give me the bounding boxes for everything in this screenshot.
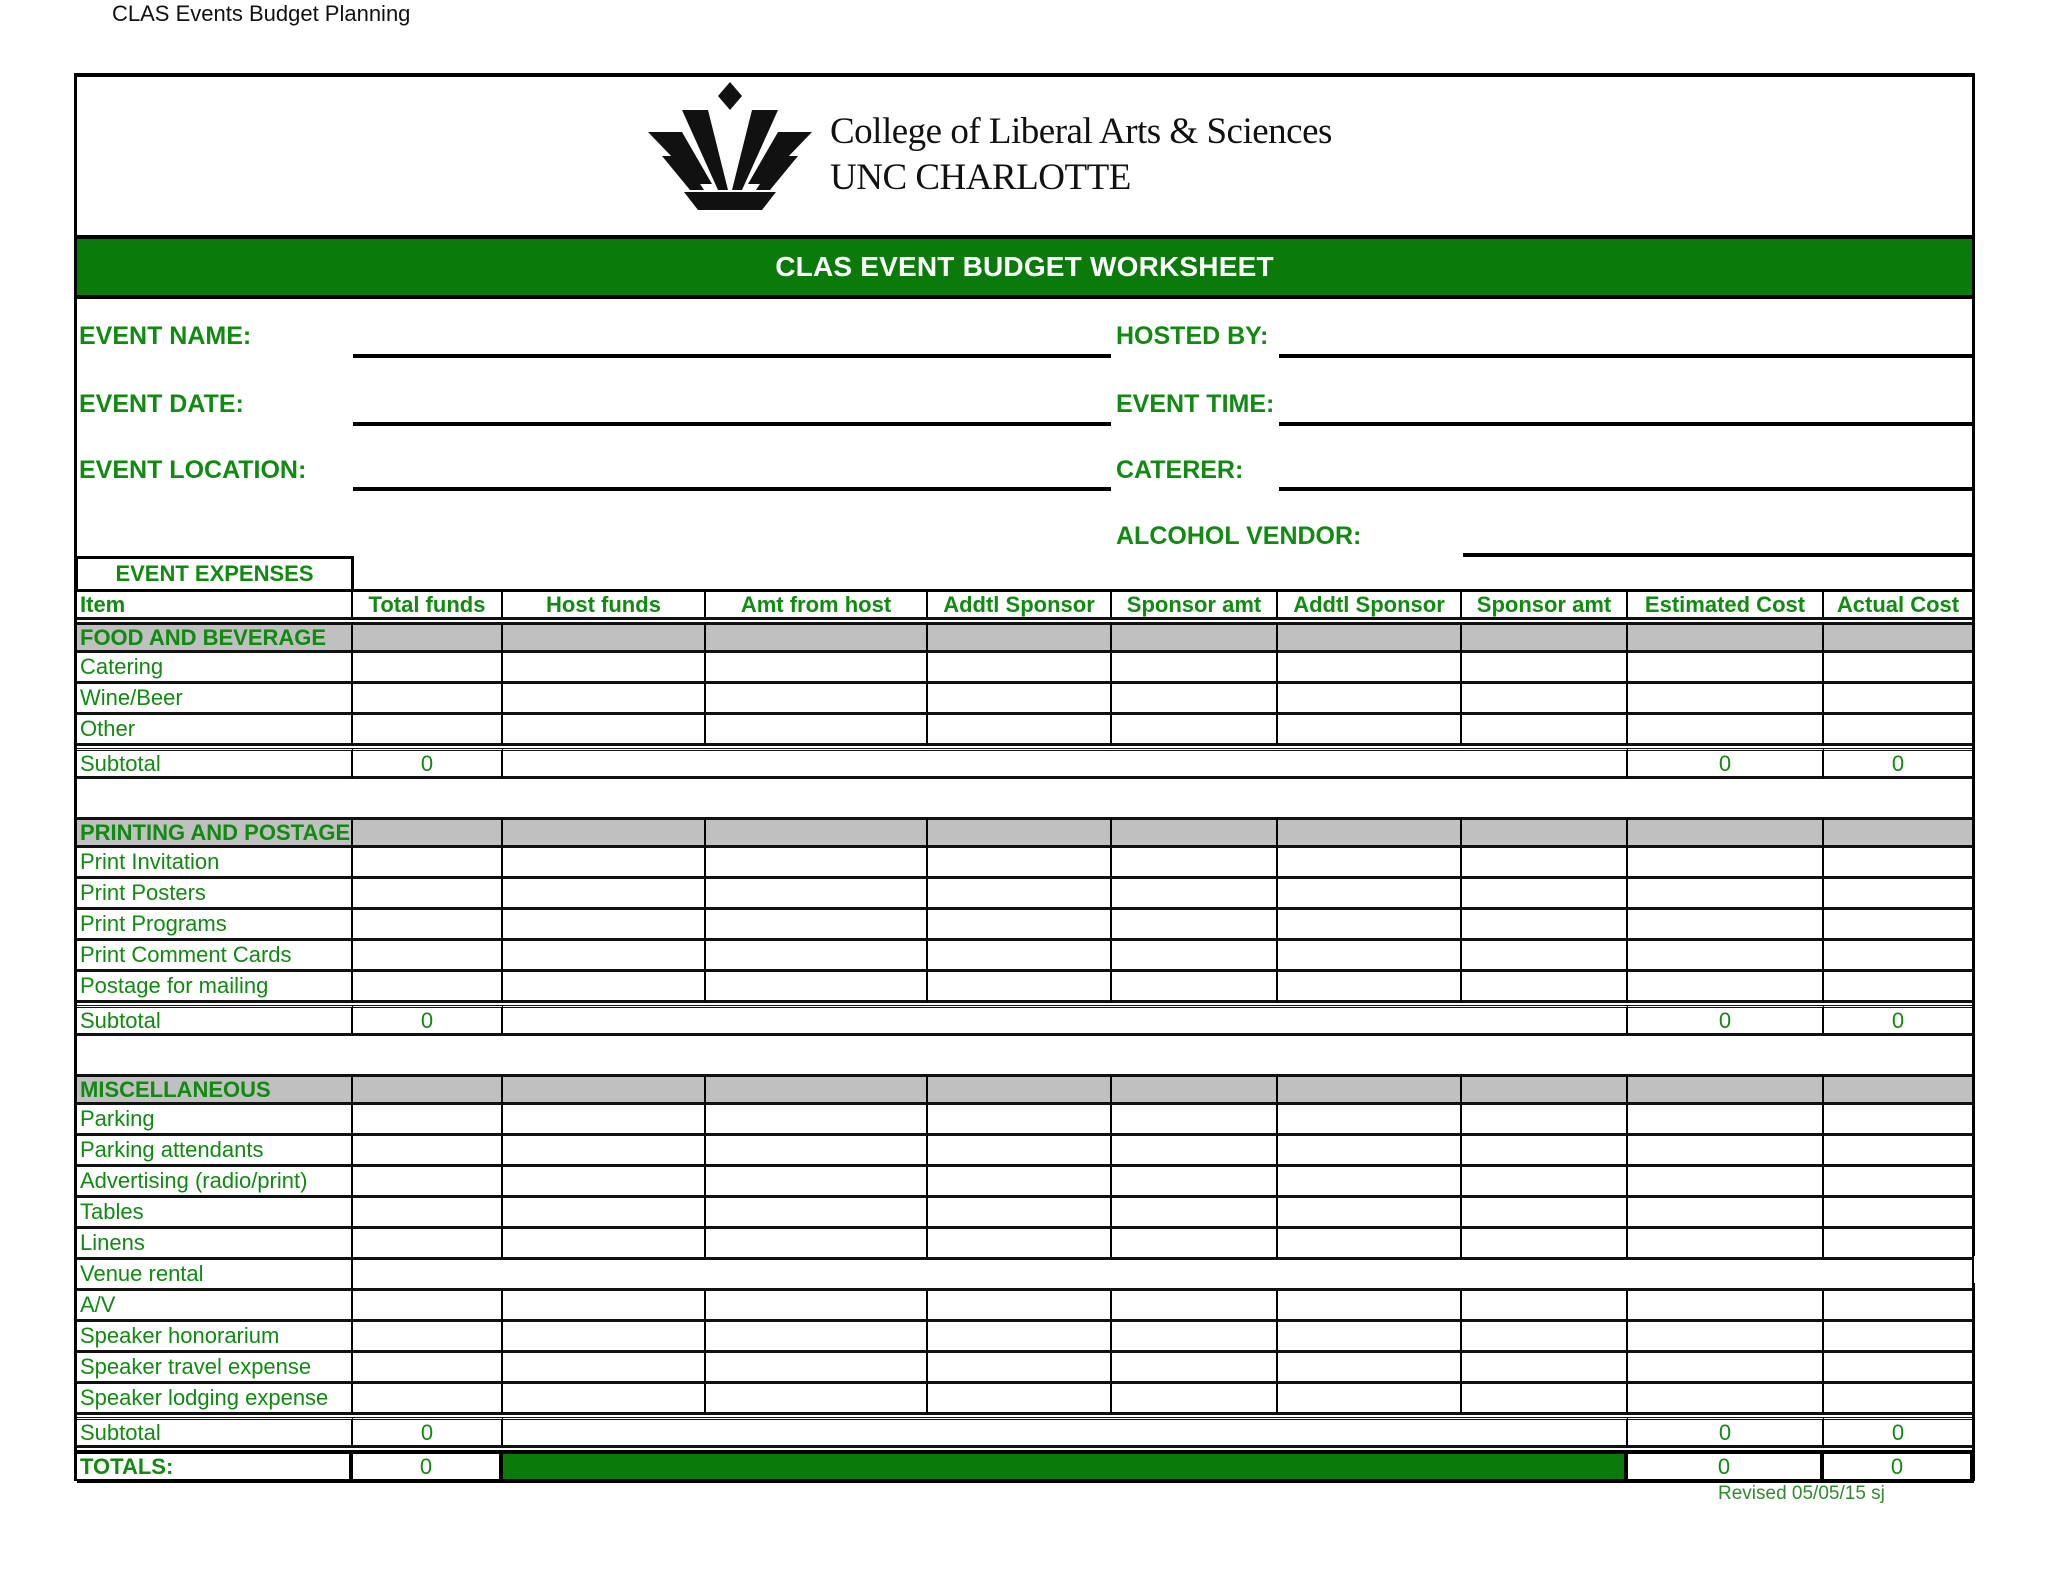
input-cell-advertising-radio-print-amt-from-host[interactable] <box>706 1167 928 1198</box>
item-label-advertising-radio-print: Advertising (radio/print) <box>77 1167 353 1198</box>
subtotal-estimated-cost: 0 <box>1628 1005 1824 1036</box>
section-header-cell <box>706 817 928 848</box>
document-title: CLAS Events Budget Planning <box>112 1 411 26</box>
input-cell-print-posters-sponsor-amt[interactable] <box>1462 879 1628 910</box>
caterer-field[interactable] <box>1279 487 1974 491</box>
alcohol-vendor-field[interactable] <box>1463 553 1974 557</box>
input-cell-print-comment-cards-addtl-sponsor[interactable] <box>928 941 1112 972</box>
totals-estimated-cost: 0 <box>1628 1450 1824 1483</box>
input-cell-wine-beer-host-funds[interactable] <box>503 684 706 715</box>
input-cell-other-addtl-sponsor[interactable] <box>1278 715 1462 746</box>
input-cell-speaker-lodging-expense-host-funds[interactable] <box>503 1384 706 1415</box>
input-cell-print-programs-addtl-sponsor[interactable] <box>1278 910 1462 941</box>
input-cell-speaker-honorarium-total-funds[interactable] <box>353 1322 503 1353</box>
input-cell-print-programs-addtl-sponsor[interactable] <box>928 910 1112 941</box>
input-cell-print-posters-sponsor-amt[interactable] <box>1112 879 1278 910</box>
section-header-cell <box>1112 817 1278 848</box>
input-cell-print-invitation-addtl-sponsor[interactable] <box>928 848 1112 879</box>
input-cell-advertising-radio-print-actual-cost[interactable] <box>1824 1167 1974 1198</box>
input-cell-postage-for-mailing-estimated-cost[interactable] <box>1628 972 1824 1003</box>
input-cell-parking-attendants-estimated-cost[interactable] <box>1628 1136 1824 1167</box>
section-header-cell <box>706 1074 928 1105</box>
section-header-cell <box>706 622 928 653</box>
input-cell-advertising-radio-print-addtl-sponsor[interactable] <box>928 1167 1112 1198</box>
input-cell-print-comment-cards-sponsor-amt[interactable] <box>1112 941 1278 972</box>
item-label-linens: Linens <box>77 1229 353 1260</box>
input-cell-wine-beer-total-funds[interactable] <box>353 684 503 715</box>
input-cell-parking-amt-from-host[interactable] <box>706 1105 928 1136</box>
subtotal-label: Subtotal <box>77 1005 353 1036</box>
input-cell-print-posters-addtl-sponsor[interactable] <box>928 879 1112 910</box>
input-cell-speaker-travel-expense-host-funds[interactable] <box>503 1353 706 1384</box>
subtotal-total-funds: 0 <box>353 748 503 779</box>
section-header-printing-and-postage: PRINTING AND POSTAGE <box>77 817 353 848</box>
input-cell-print-invitation-total-funds[interactable] <box>353 848 503 879</box>
input-cell-print-invitation-amt-from-host[interactable] <box>706 848 928 879</box>
input-cell-print-programs-estimated-cost[interactable] <box>1628 910 1824 941</box>
column-header-amt-from-host: Amt from host <box>706 589 928 620</box>
input-cell-postage-for-mailing-sponsor-amt[interactable] <box>1112 972 1278 1003</box>
input-cell-speaker-honorarium-amt-from-host[interactable] <box>706 1322 928 1353</box>
input-cell-parking-addtl-sponsor[interactable] <box>928 1105 1112 1136</box>
input-cell-speaker-travel-expense-estimated-cost[interactable] <box>1628 1353 1824 1384</box>
item-label-speaker-honorarium: Speaker honorarium <box>77 1322 353 1353</box>
logo-university-name: UNC CHARLOTTE <box>830 157 1131 198</box>
input-cell-wine-beer-amt-from-host[interactable] <box>706 684 928 715</box>
worksheet-banner <box>77 235 1972 299</box>
input-cell-a-v-amt-from-host[interactable] <box>706 1291 928 1322</box>
section-header-cell <box>1462 622 1628 653</box>
event-name-label: EVENT NAME: <box>79 322 252 350</box>
input-cell-a-v-addtl-sponsor[interactable] <box>1278 1291 1462 1322</box>
input-cell-other-total-funds[interactable] <box>353 715 503 746</box>
input-cell-a-v-estimated-cost[interactable] <box>1628 1291 1824 1322</box>
input-cell-linens-host-funds[interactable] <box>503 1229 706 1260</box>
item-label-tables: Tables <box>77 1198 353 1229</box>
input-cell-a-v-sponsor-amt[interactable] <box>1462 1291 1628 1322</box>
input-cell-tables-amt-from-host[interactable] <box>706 1198 928 1229</box>
item-label-print-programs: Print Programs <box>77 910 353 941</box>
subtotal-label: Subtotal <box>77 748 353 779</box>
input-cell-linens-amt-from-host[interactable] <box>706 1229 928 1260</box>
input-cell-postage-for-mailing-addtl-sponsor[interactable] <box>928 972 1112 1003</box>
event-date-label: EVENT DATE: <box>79 390 244 418</box>
section-header-cell <box>1824 622 1974 653</box>
section-header-cell <box>353 1074 503 1105</box>
input-cell-speaker-lodging-expense-addtl-sponsor[interactable] <box>928 1384 1112 1415</box>
input-cell-catering-amt-from-host[interactable] <box>706 653 928 684</box>
input-cell-other-actual-cost[interactable] <box>1824 715 1974 746</box>
input-cell-speaker-honorarium-addtl-sponsor[interactable] <box>928 1322 1112 1353</box>
event-location-label: EVENT LOCATION: <box>79 456 307 484</box>
college-logo <box>642 80 1348 212</box>
column-header-addtl-sponsor: Addtl Sponsor <box>1278 589 1462 620</box>
input-cell-print-posters-estimated-cost[interactable] <box>1628 879 1824 910</box>
input-cell-catering-total-funds[interactable] <box>353 653 503 684</box>
input-cell-linens-estimated-cost[interactable] <box>1628 1229 1824 1260</box>
input-cell-tables-estimated-cost[interactable] <box>1628 1198 1824 1229</box>
worksheet-title: CLAS EVENT BUDGET WORKSHEET <box>775 251 1274 282</box>
input-cell-print-programs-sponsor-amt[interactable] <box>1112 910 1278 941</box>
subtotal-blank <box>503 748 1628 779</box>
column-header-item: Item <box>77 589 353 620</box>
section-header-cell <box>928 817 1112 848</box>
input-cell-speaker-travel-expense-addtl-sponsor[interactable] <box>928 1353 1112 1384</box>
section-header-cell <box>1278 622 1462 653</box>
subtotal-label: Subtotal <box>77 1417 353 1448</box>
input-cell-advertising-radio-print-total-funds[interactable] <box>353 1167 503 1198</box>
section-header-cell <box>928 622 1112 653</box>
input-cell-postage-for-mailing-addtl-sponsor[interactable] <box>1278 972 1462 1003</box>
caterer-label: CATERER: <box>1116 456 1244 484</box>
subtotal-estimated-cost: 0 <box>1628 748 1824 779</box>
input-cell-postage-for-mailing-total-funds[interactable] <box>353 972 503 1003</box>
section-header-cell <box>1112 1074 1278 1105</box>
column-header-estimated-cost: Estimated Cost <box>1628 589 1824 620</box>
item-label-print-posters: Print Posters <box>77 879 353 910</box>
totals-total-funds: 0 <box>353 1450 503 1483</box>
input-cell-speaker-travel-expense-total-funds[interactable] <box>353 1353 503 1384</box>
column-header-total-funds: Total funds <box>353 589 503 620</box>
input-cell-postage-for-mailing-amt-from-host[interactable] <box>706 972 928 1003</box>
column-header-sponsor-amt: Sponsor amt <box>1112 589 1278 620</box>
input-cell-other-amt-from-host[interactable] <box>706 715 928 746</box>
input-cell-a-v-sponsor-amt[interactable] <box>1112 1291 1278 1322</box>
input-cell-speaker-travel-expense-addtl-sponsor[interactable] <box>1278 1353 1462 1384</box>
input-cell-speaker-honorarium-host-funds[interactable] <box>503 1322 706 1353</box>
input-cell-parking-attendants-sponsor-amt[interactable] <box>1112 1136 1278 1167</box>
event-date-field[interactable] <box>353 422 1111 426</box>
subtotal-actual-cost: 0 <box>1824 1417 1974 1448</box>
input-cell-other-sponsor-amt[interactable] <box>1112 715 1278 746</box>
input-cell-postage-for-mailing-sponsor-amt[interactable] <box>1462 972 1628 1003</box>
input-cell-catering-estimated-cost[interactable] <box>1628 653 1824 684</box>
input-cell-speaker-honorarium-sponsor-amt[interactable] <box>1112 1322 1278 1353</box>
input-cell-catering-host-funds[interactable] <box>503 653 706 684</box>
input-cell-print-comment-cards-addtl-sponsor[interactable] <box>1278 941 1462 972</box>
input-cell-parking-host-funds[interactable] <box>503 1105 706 1136</box>
input-cell-speaker-honorarium-estimated-cost[interactable] <box>1628 1322 1824 1353</box>
input-cell-tables-sponsor-amt[interactable] <box>1112 1198 1278 1229</box>
section-header-cell <box>1462 1074 1628 1105</box>
subtotal-estimated-cost: 0 <box>1628 1417 1824 1448</box>
item-label-print-comment-cards: Print Comment Cards <box>77 941 353 972</box>
input-cell-print-programs-actual-cost[interactable] <box>1824 910 1974 941</box>
item-label-parking-attendants: Parking attendants <box>77 1136 353 1167</box>
input-cell-print-posters-actual-cost[interactable] <box>1824 879 1974 910</box>
input-cell-tables-host-funds[interactable] <box>503 1198 706 1229</box>
input-cell-speaker-lodging-expense-addtl-sponsor[interactable] <box>1278 1384 1462 1415</box>
input-cell-postage-for-mailing-host-funds[interactable] <box>503 972 706 1003</box>
input-cell-linens-actual-cost[interactable] <box>1824 1229 1974 1260</box>
revision-note: Revised 05/05/15 sj <box>1718 1483 1885 1504</box>
input-cell-advertising-radio-print-sponsor-amt[interactable] <box>1462 1167 1628 1198</box>
section-header-cell <box>1824 817 1974 848</box>
input-cell-wine-beer-actual-cost[interactable] <box>1824 684 1974 715</box>
input-cell-linens-addtl-sponsor[interactable] <box>928 1229 1112 1260</box>
item-label-parking: Parking <box>77 1105 353 1136</box>
input-cell-print-comment-cards-estimated-cost[interactable] <box>1628 941 1824 972</box>
input-cell-parking-attendants-amt-from-host[interactable] <box>706 1136 928 1167</box>
input-cell-speaker-lodging-expense-sponsor-amt[interactable] <box>1112 1384 1278 1415</box>
input-cell-wine-beer-addtl-sponsor[interactable] <box>928 684 1112 715</box>
input-cell-speaker-travel-expense-actual-cost[interactable] <box>1824 1353 1974 1384</box>
input-cell-tables-total-funds[interactable] <box>353 1198 503 1229</box>
input-cell-tables-addtl-sponsor[interactable] <box>1278 1198 1462 1229</box>
input-cell-wine-beer-sponsor-amt[interactable] <box>1462 684 1628 715</box>
column-header-actual-cost: Actual Cost <box>1824 589 1974 620</box>
input-cell-linens-sponsor-amt[interactable] <box>1462 1229 1628 1260</box>
subtotal-total-funds: 0 <box>353 1417 503 1448</box>
input-cell-speaker-lodging-expense-total-funds[interactable] <box>353 1384 503 1415</box>
input-cell-print-posters-host-funds[interactable] <box>503 879 706 910</box>
input-cell-advertising-radio-print-estimated-cost[interactable] <box>1628 1167 1824 1198</box>
totals-actual-cost: 0 <box>1824 1450 1974 1483</box>
totals-label: TOTALS: <box>77 1450 353 1483</box>
input-cell-print-comment-cards-total-funds[interactable] <box>353 941 503 972</box>
event-expenses-tab: EVENT EXPENSES <box>75 556 354 589</box>
input-cell-catering-addtl-sponsor[interactable] <box>1278 653 1462 684</box>
input-cell-catering-sponsor-amt[interactable] <box>1462 653 1628 684</box>
input-cell-venue-rental[interactable] <box>353 1260 1974 1291</box>
input-cell-wine-beer-addtl-sponsor[interactable] <box>1278 684 1462 715</box>
input-cell-speaker-honorarium-actual-cost[interactable] <box>1824 1322 1974 1353</box>
section-header-miscellaneous: MISCELLANEOUS <box>77 1074 353 1105</box>
column-header-addtl-sponsor: Addtl Sponsor <box>928 589 1112 620</box>
input-cell-parking-sponsor-amt[interactable] <box>1462 1105 1628 1136</box>
input-cell-speaker-lodging-expense-actual-cost[interactable] <box>1824 1384 1974 1415</box>
section-header-cell <box>1112 622 1278 653</box>
subtotal-blank <box>503 1005 1628 1036</box>
input-cell-print-posters-total-funds[interactable] <box>353 879 503 910</box>
column-header-host-funds: Host funds <box>503 589 706 620</box>
totals-green-bar <box>503 1450 1628 1483</box>
subtotal-actual-cost: 0 <box>1824 748 1974 779</box>
input-cell-other-estimated-cost[interactable] <box>1628 715 1824 746</box>
logo-college-name: College of Liberal Arts & Sciences <box>830 111 1332 152</box>
input-cell-parking-attendants-sponsor-amt[interactable] <box>1462 1136 1628 1167</box>
section-header-cell <box>1628 817 1824 848</box>
section-header-cell <box>353 622 503 653</box>
input-cell-print-invitation-sponsor-amt[interactable] <box>1462 848 1628 879</box>
input-cell-advertising-radio-print-host-funds[interactable] <box>503 1167 706 1198</box>
input-cell-print-programs-total-funds[interactable] <box>353 910 503 941</box>
input-cell-speaker-travel-expense-sponsor-amt[interactable] <box>1112 1353 1278 1384</box>
section-header-cell <box>928 1074 1112 1105</box>
input-cell-print-posters-addtl-sponsor[interactable] <box>1278 879 1462 910</box>
input-cell-other-addtl-sponsor[interactable] <box>928 715 1112 746</box>
input-cell-parking-addtl-sponsor[interactable] <box>1278 1105 1462 1136</box>
input-cell-print-comment-cards-host-funds[interactable] <box>503 941 706 972</box>
section-header-cell <box>503 817 706 848</box>
input-cell-tables-actual-cost[interactable] <box>1824 1198 1974 1229</box>
input-cell-tables-addtl-sponsor[interactable] <box>928 1198 1112 1229</box>
input-cell-a-v-host-funds[interactable] <box>503 1291 706 1322</box>
input-cell-a-v-actual-cost[interactable] <box>1824 1291 1974 1322</box>
section-header-cell <box>1278 1074 1462 1105</box>
event-location-field[interactable] <box>353 487 1111 491</box>
input-cell-linens-addtl-sponsor[interactable] <box>1278 1229 1462 1260</box>
input-cell-advertising-radio-print-addtl-sponsor[interactable] <box>1278 1167 1462 1198</box>
input-cell-tables-sponsor-amt[interactable] <box>1462 1198 1628 1229</box>
section-header-cell <box>1628 622 1824 653</box>
input-cell-a-v-addtl-sponsor[interactable] <box>928 1291 1112 1322</box>
input-cell-print-posters-amt-from-host[interactable] <box>706 879 928 910</box>
hosted-by-field[interactable] <box>1279 354 1974 358</box>
column-header-sponsor-amt: Sponsor amt <box>1462 589 1628 620</box>
section-header-cell <box>1628 1074 1824 1105</box>
input-cell-wine-beer-sponsor-amt[interactable] <box>1112 684 1278 715</box>
input-cell-linens-sponsor-amt[interactable] <box>1112 1229 1278 1260</box>
input-cell-speaker-lodging-expense-amt-from-host[interactable] <box>706 1384 928 1415</box>
input-cell-parking-estimated-cost[interactable] <box>1628 1105 1824 1136</box>
input-cell-catering-sponsor-amt[interactable] <box>1112 653 1278 684</box>
input-cell-other-host-funds[interactable] <box>503 715 706 746</box>
hosted-by-label: HOSTED BY: <box>1116 322 1269 350</box>
input-cell-print-comment-cards-amt-from-host[interactable] <box>706 941 928 972</box>
input-cell-parking-sponsor-amt[interactable] <box>1112 1105 1278 1136</box>
event-name-field[interactable] <box>353 354 1111 358</box>
input-cell-print-invitation-sponsor-amt[interactable] <box>1112 848 1278 879</box>
input-cell-speaker-travel-expense-amt-from-host[interactable] <box>706 1353 928 1384</box>
input-cell-wine-beer-estimated-cost[interactable] <box>1628 684 1824 715</box>
section-header-cell <box>1824 1074 1974 1105</box>
item-label-postage-for-mailing: Postage for mailing <box>77 972 353 1003</box>
alcohol-vendor-label: ALCOHOL VENDOR: <box>1116 522 1362 550</box>
input-cell-parking-attendants-total-funds[interactable] <box>353 1136 503 1167</box>
event-time-label: EVENT TIME: <box>1116 390 1275 418</box>
subtotal-total-funds: 0 <box>353 1005 503 1036</box>
section-header-cell <box>353 817 503 848</box>
input-cell-speaker-honorarium-sponsor-amt[interactable] <box>1462 1322 1628 1353</box>
input-cell-other-sponsor-amt[interactable] <box>1462 715 1628 746</box>
input-cell-parking-attendants-actual-cost[interactable] <box>1824 1136 1974 1167</box>
input-cell-print-programs-host-funds[interactable] <box>503 910 706 941</box>
section-header-cell <box>503 622 706 653</box>
input-cell-speaker-travel-expense-sponsor-amt[interactable] <box>1462 1353 1628 1384</box>
subtotal-actual-cost: 0 <box>1824 1005 1974 1036</box>
input-cell-speaker-lodging-expense-sponsor-amt[interactable] <box>1462 1384 1628 1415</box>
item-label-catering: Catering <box>77 653 353 684</box>
section-header-cell <box>1278 817 1462 848</box>
item-label-a-v: A/V <box>77 1291 353 1322</box>
subtotal-blank <box>503 1417 1628 1448</box>
input-cell-a-v-total-funds[interactable] <box>353 1291 503 1322</box>
section-header-food-and-beverage: FOOD AND BEVERAGE <box>77 622 353 653</box>
input-cell-parking-attendants-host-funds[interactable] <box>503 1136 706 1167</box>
input-cell-parking-attendants-addtl-sponsor[interactable] <box>928 1136 1112 1167</box>
item-label-print-invitation: Print Invitation <box>77 848 353 879</box>
event-time-field[interactable] <box>1279 422 1974 426</box>
input-cell-print-invitation-actual-cost[interactable] <box>1824 848 1974 879</box>
input-cell-catering-actual-cost[interactable] <box>1824 653 1974 684</box>
input-cell-speaker-honorarium-addtl-sponsor[interactable] <box>1278 1322 1462 1353</box>
input-cell-print-invitation-host-funds[interactable] <box>503 848 706 879</box>
item-label-venue-rental: Venue rental <box>77 1260 353 1291</box>
item-label-other: Other <box>77 715 353 746</box>
input-cell-print-invitation-addtl-sponsor[interactable] <box>1278 848 1462 879</box>
input-cell-print-invitation-estimated-cost[interactable] <box>1628 848 1824 879</box>
input-cell-speaker-lodging-expense-estimated-cost[interactable] <box>1628 1384 1824 1415</box>
input-cell-parking-actual-cost[interactable] <box>1824 1105 1974 1136</box>
input-cell-catering-addtl-sponsor[interactable] <box>928 653 1112 684</box>
input-cell-print-programs-amt-from-host[interactable] <box>706 910 928 941</box>
input-cell-parking-attendants-addtl-sponsor[interactable] <box>1278 1136 1462 1167</box>
item-label-speaker-travel-expense: Speaker travel expense <box>77 1353 353 1384</box>
item-label-wine-beer: Wine/Beer <box>77 684 353 715</box>
unc-charlotte-crown-logo-icon <box>642 80 822 212</box>
input-cell-postage-for-mailing-actual-cost[interactable] <box>1824 972 1974 1003</box>
section-header-cell <box>1462 817 1628 848</box>
section-header-cell <box>503 1074 706 1105</box>
input-cell-print-comment-cards-actual-cost[interactable] <box>1824 941 1974 972</box>
item-label-speaker-lodging-expense: Speaker lodging expense <box>77 1384 353 1415</box>
input-cell-parking-total-funds[interactable] <box>353 1105 503 1136</box>
input-cell-print-programs-sponsor-amt[interactable] <box>1462 910 1628 941</box>
input-cell-advertising-radio-print-sponsor-amt[interactable] <box>1112 1167 1278 1198</box>
input-cell-print-comment-cards-sponsor-amt[interactable] <box>1462 941 1628 972</box>
input-cell-linens-total-funds[interactable] <box>353 1229 503 1260</box>
